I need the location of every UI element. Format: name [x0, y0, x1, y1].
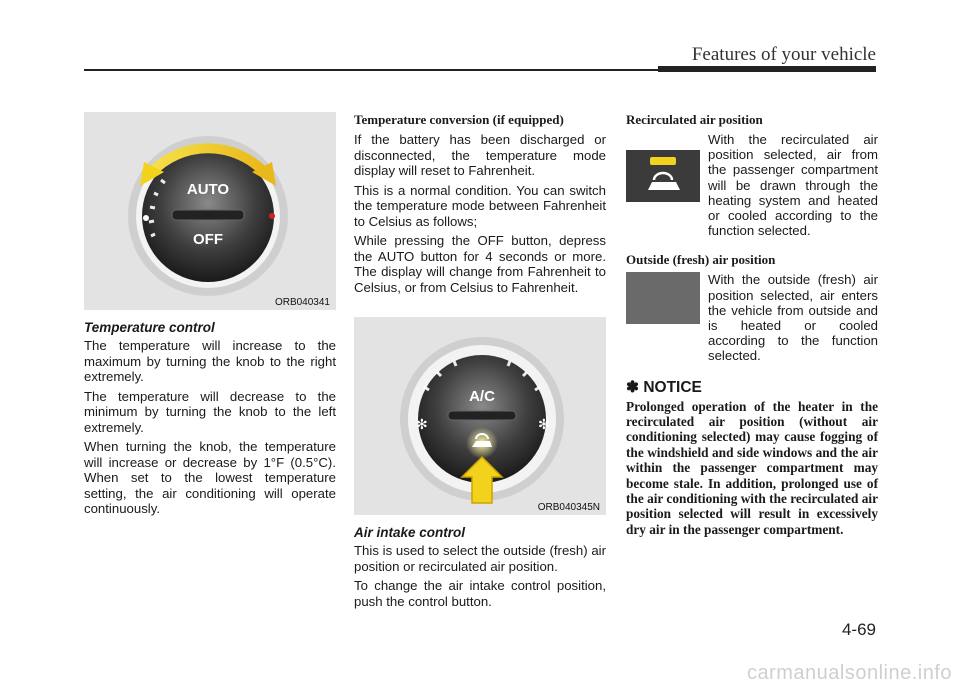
column-middle: [354, 112, 606, 613]
section-heading-air-intake-control: Air intake control: [354, 525, 466, 540]
figure-caption: ORB040341: [274, 297, 330, 308]
recirculated-air-description: With the recirculated air position selected, air from the passenger compartment will be drawn through the heating system and heated or cooled according to the function selected.: [708, 132, 878, 239]
outside-air-description: With the outside (fresh) air position selected, air enters the vehicle from outside and is heated or cooled according to the function selected.: [708, 272, 878, 364]
page-header-title: Features of your vehicle: [691, 44, 876, 65]
knob-ac-label: A/C: [469, 388, 495, 405]
air-intake-knob-illustration: [354, 317, 606, 515]
recirculated-button-image: [626, 150, 700, 202]
notice-title: NOTICE: [643, 378, 702, 396]
paragraph: This is a normal condition. You can switch the temperature mode between Fahrenheit to Celsius as follows;: [354, 182, 606, 229]
section-heading-recirculated-air: Recirculated air position: [626, 112, 763, 127]
figure-caption: ORB040345N: [537, 502, 600, 513]
paragraph: When turning the knob, the temperature will increase or decrease by 1°F (0.5°C). When set to the lowest temperature setting, the air conditioning will operate continuously.: [84, 439, 336, 516]
air-intake-knob-figure: [354, 317, 606, 515]
watermark: carmanualsonline.info: [746, 662, 952, 684]
paragraph: The temperature will increase to the maximum by turning the knob to the right extremely.: [84, 338, 336, 384]
paragraph: This is used to select the outside (fresh) air position or recirculated air position.: [354, 543, 606, 574]
paragraph: While pressing the OFF button, depress the AUTO button for 4 seconds or more. The display will change from Fahrenheit to Celsius, or from Celsius to Fahrenheit.: [354, 233, 606, 295]
knob-off-label: OFF: [193, 231, 223, 248]
indicator-light-icon: [650, 157, 676, 165]
outside-air-block: [626, 272, 878, 363]
temperature-knob-illustration: [84, 112, 336, 310]
paragraph: If the battery has been discharged or disconnected, the temperature mode display will reset to Fahrenheit.: [354, 132, 606, 178]
knob-auto-label: AUTO: [186, 181, 230, 198]
notice-symbol: ✽: [626, 378, 639, 396]
header-rule-accent: [658, 66, 876, 72]
recirculated-air-block: [626, 132, 878, 238]
section-heading-outside-air: Outside (fresh) air position: [626, 252, 776, 268]
column-left: [84, 112, 336, 521]
section-heading-temperature-conversion: Temperature conversion (if equipped): [354, 112, 564, 127]
fan-icon: ✻: [416, 416, 428, 432]
fan-icon: ✻: [538, 416, 550, 432]
notice-heading: [626, 378, 878, 397]
notice-text: Prolonged operation of the heater in the recirculated air position (without air conditioning selected) may cause fogging of the windshield and side windows and the air within the passenger compartment may become stale. In addition, prolonged use of the air conditioning with the recirculated air position selected will result in excessively dry air in the passenger compartment.: [626, 398, 878, 537]
temperature-knob-figure: [84, 112, 336, 310]
column-right: [626, 112, 878, 537]
paragraph: To change the air intake control position, push the control button.: [354, 578, 606, 609]
section-heading-temperature-control: Temperature control: [84, 320, 215, 335]
paragraph: The temperature will decrease to the minimum by turning the knob to the left extremely.: [84, 388, 336, 435]
page-number: 4-69: [841, 620, 876, 639]
outside-air-button-image: [626, 272, 700, 324]
